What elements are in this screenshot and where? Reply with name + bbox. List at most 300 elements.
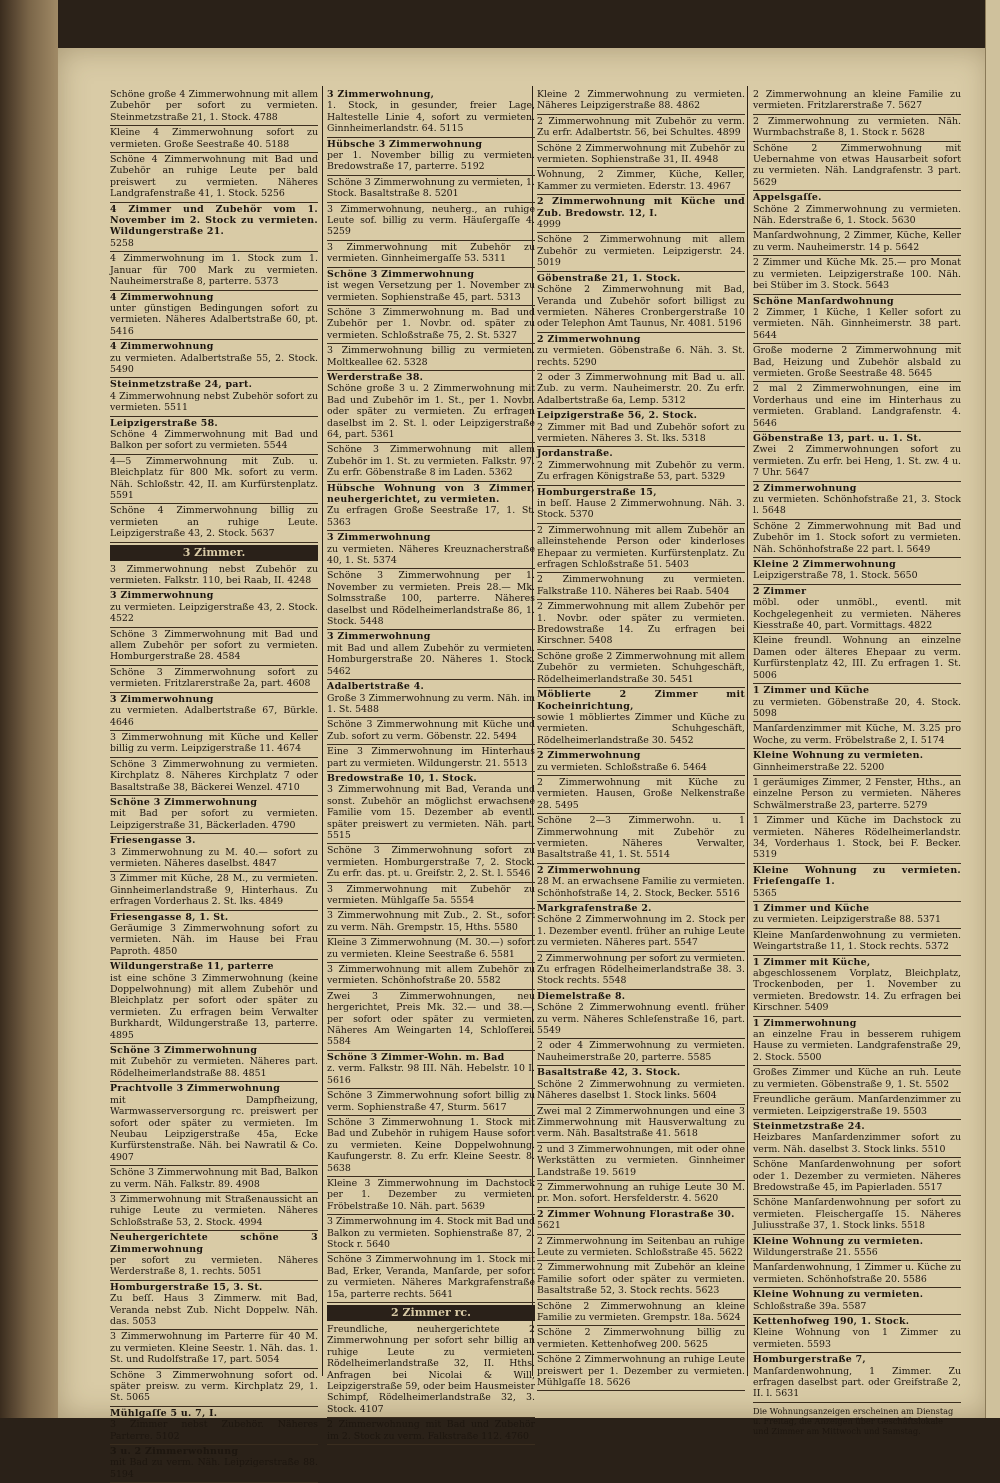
classified-ad [537,864,745,902]
ad-headline: Schöne Manſardwohnung [753,295,894,307]
classified-ad [327,569,535,630]
ad-text: 4999 [537,219,561,231]
classified-ad [753,684,961,722]
ad-headline: Neuhergerichtete schöne 3 Zimmerwohnung [110,1232,318,1255]
ad-text: an einzelne Frau in besserem ruhigem Hause zu vermieten. Landgrafenstraße 29, 2. Stock. 5500 [753,1029,961,1063]
ad-text: Schöne 2 Zimmerwohnung zu vermieten. Näh. Ederstraße 6, 1. Stock. 5630 [753,203,961,227]
classified-ad [110,340,318,378]
classified-ad [753,191,961,229]
ad-headline: Friesengasse 8, 1. St. [110,911,229,923]
ad-text: Zwei mal 2 Zimmerwohnungen und eine 3 Zimmerwohnung mit Hausverwaltung zu verm. Näh. Basaltstraße 41. 5618 [537,1105,745,1140]
classified-ad [537,1353,745,1391]
classified-ad [110,666,318,693]
classified-ad [327,1116,535,1177]
classified-ad [327,1323,535,1418]
classified-ad [110,1193,318,1231]
ad-text: 3 Zimmerwohnung im Parterre für 40 M. zu vermieten. Kleine Seestr. 1. Näh. das. 1. St. und Rudolfstraße 17, part. 5054 [110,1331,318,1366]
classified-ad [110,693,318,731]
classified-ad [537,142,745,169]
classified-ad [110,563,318,590]
ad-text: Schöne 3 Zimmerwohnung mit allem Zubehör im 1. St. zu vermieten. Falkstr. 97. Zu erfr. Göbenstraße 8 im Laden. 5362 [327,444,535,479]
ad-text: Wildungerstraße 21. 5556 [753,1246,878,1258]
classified-ad [753,482,961,520]
ad-text: 2 oder 3 Zimmerwohnung mit Bad u. all. Zub. zu verm. Nauheimerstr. 20. Zu erfr. Adalbertstraße 6a, Lemp. 5312 [537,371,745,406]
ad-text: Schöne Manſardenwohnung per sofort oder 1. Dezember zu vermieten. Näheres Bredowstraße 45, im Papierladen. 5517 [753,1159,961,1193]
classified-ad [753,432,961,482]
classified-ad [110,834,318,872]
classified-ad [537,447,745,485]
classified-ad [537,776,745,814]
ad-text: Schöne Manſardenwohnung per sofort zu vermieten. Fleischergaſſe 15. Näheres Juliusstraße 37, 1. Stock links. 5518 [753,1197,961,1232]
ad-text: sowie 1 möbliertes Zimmer und Küche zu vermieten. Schuhgeschäft, Rödelheimerlandstraße 30. 5452 [537,711,745,746]
ad-headline: Kleine Wohnung zu vermieten. [753,1289,924,1301]
ad-text: 2 und 3 Zimmerwohnungen, mit oder ohne Werkstätten zu vermieten. Ginnheimer Landstraße 19. 5619 [537,1143,745,1178]
ad-text: 1. Stock, in gesunder, freier Lage, Haltestelle Linie 4, sofort zu vermieten. Ginnheimerlandstr. 64. 5115 [327,100,535,135]
ad-text: Kleine 2 Zimmerwohnung zu vermieten. Näheres Leipzigerstraße 88. 4862 [537,89,745,112]
classified-ad [537,371,745,409]
ad-text: 4 Zimmerwohnung nebst Zubehör sofort zu vermieten. 5511 [110,390,318,414]
ad-text: Schöne 3 Zimmerwohnung sofort billig zu verm. Sophienstraße 47, Sturm. 5617 [327,1090,535,1113]
ad-text: Schöne 2 Zimmerwohnung zu vermieten. Näheres daselbst 1. Stock links. 5604 [537,1078,745,1102]
ad-text: Schöne 3 Zimmerwohnung im 1. Stock mit Bad, Erker, Veranda, Manſarde, per sofort zu vermieten. Näheres Markgrafenstraße 15a, parterre rechts. 5641 [327,1254,535,1300]
ad-headline: Schöne 3 Zimmerwohnung [110,796,258,808]
ad-text: 3 Zimmerwohnung mit Zubehör zu vermieten. Ginnheimergaſſe 53. 5311 [327,241,535,265]
ad-headline: 2 Zimmer Wohnung Florastraße 30. [537,1208,735,1220]
classified-ad [753,1196,961,1234]
classified-ad [537,272,745,333]
classified-ad [753,1353,961,1403]
classified-ad [753,1120,961,1158]
classified-ad [327,443,535,481]
ad-text: 5258 [110,237,134,249]
ad-text: Eine 3 Zimmerwohnung im Hinterhaus part zu vermieten. Wildungerstr. 21. 5513 [327,746,535,769]
ad-headline: 4 Zimmer und Zubehör vom 1. November im 2. Stock zu vermieten. Wildungerstraße 21. [110,203,318,238]
ad-text: Schöne 3 Zimmerwohnung mit Bad und allem Zubehör per sofort zu vermieten. Homburgerstraße 28. 4584 [110,628,318,663]
ad-text: Zwei 2 Zimmerwohnungen sofort zu vermieten. Zu erfr. bei Heng, 1. St. zw. 4 u. 7 Uhr. 5647 [753,444,961,479]
classified-ad [753,1066,961,1093]
classified-ad [110,203,318,253]
classified-ad [110,731,318,758]
classified-ad [753,520,961,558]
ad-text: 2 Zimmerwohnung an kleine Familie zu vermieten. Fritzlarerstraße 7. 5627 [753,89,961,112]
ad-text: mit Zubehör zu vermieten. Näheres part. Rödelheimerlandstraße 88. 4851 [110,1056,318,1079]
ad-headline: 3 Zimmerwohnung [110,693,214,705]
ad-text: 1 geräumiges Zimmer, 2 Fenster, Hths., an einzelne Person zu vermieten. Näheres Schwälmerstraße 23, parterre. 5279 [753,776,961,811]
ad-headline: Steinmetzstraße 24. [753,1120,865,1132]
classified-ad [537,814,745,864]
classified-ad [537,1105,745,1143]
ad-text: Kleine freundl. Wohnung an einzelne Damen oder älteres Ehepaar zu verm. Kurfürstenplatz 42, III. Zu erfragen 1. St. 5006 [753,635,961,681]
ad-text: 3 Zimmerwohnung mit Küche und Keller billig zu verm. Leipzigerstraße 11. 4674 [110,731,318,755]
ad-headline: Werderstraße 38. [327,371,424,383]
ad-text: Schöne 2 Zimmerwohnung an ruhige Leute preiswert per 1. Dezember zu vermieten. Mühlgaſſe 18. 5626 [537,1354,745,1389]
classified-ad [110,1044,318,1082]
classified-ad [110,960,318,1044]
classified-ad [753,1093,961,1120]
ad-headline: Markgrafenstraße 2. [537,903,652,914]
ad-headline: Schöne 3 Zimmerwohnung [327,268,475,280]
ad-headline: Kleine Wohnung zu vermieten. Frieſengaſſe 1. [753,864,961,888]
classified-ad [110,1166,318,1193]
ad-text: mit Dampfheizung, Warmwasserversorgung rc. preiswert per sofort oder später zu vermieten. Im Neubau Leipzigerstraße 45a, Ecke Kurfürstenstraße. Näh. bei Nawratil & Co. 4907 [110,1094,318,1163]
ad-headline: Hübsche 3 Zimmerwohnung [327,138,483,150]
ad-text: Schloßstraße 39a. 5587 [753,1300,867,1312]
classified-ad [537,1181,745,1208]
ad-text: 4—5 Zimmerwohnung mit Zub. u. Bleichplatz für 800 Mk. sofort zu verm. Näh. Schloßstr. 42, II. am Kurfürstenplatz. 5591 [110,455,318,501]
classified-ad [327,745,535,772]
classified-ad [327,241,535,268]
classified-ad [753,295,961,345]
ad-headline: Diemelstraße 8. [537,990,626,1002]
ad-text: zu vermieten. Schloßstraße 6. 5464 [537,761,707,773]
classified-ad [537,233,745,271]
classified-ad [753,722,961,749]
ad-text: unter günstigen Bedingungen sofort zu vermieten. Näheres Adalbertstraße 60, pt. 5416 [110,302,318,337]
classified-ad [327,936,535,963]
ad-text: 3 Zimmerwohnung, neuherg., an ruhige Leute sof. billig zu verm. Häuſergaſſe 4. 5259 [327,203,535,238]
classified-ad [327,176,535,203]
ad-headline: 3 u. 2 Zimmerwohnung [110,1446,239,1458]
ad-headline: Schöne 3 Zimmerwohnung [110,1045,258,1057]
ad-text: 2 Zimmerwohnung im Seitenbau an ruhige Leute zu vermieten. Schloßstraße 45. 5622 [537,1235,745,1258]
ad-text: möbl. oder unmöbl., eventl. mit Kochgelegenheit zu vermieten. Näheres Kiesstraße 40, part. Vormittags. 4822 [753,597,961,632]
classified-ad [537,1326,745,1353]
classified-ad [327,1089,535,1116]
ad-text: Schöne 2 Zimmerwohnung mit Bad und Zubehör im 1. Stock sofort zu vermieten. Näh. Schönhofstraße 22 part. l. 5649 [753,520,961,555]
ad-headline: 2 Zimmerwohnung mit Küche und Zub. Bredowstr. 12, I. [537,196,745,219]
ad-text: Leipzigerstraße 78, 1. Stock. 5650 [753,570,918,582]
ad-text: 2 Zimmerwohnung mit Zubehör zu verm. Zu erfragen Königstraße 53, part. 5329 [537,459,745,483]
ad-headline: 1 Zimmer und Küche [753,903,870,914]
ad-text: 2 Zimmerwohnung an ruhige Leute 30 M. pr. Mon. sofort. Hersfelderstr. 4. 5620 [537,1181,745,1205]
ad-text: 3 Zimmer nebst Zubehör. Näheres Parterre. 5102 [110,1419,318,1442]
ad-text: 2 Zimmerwohnung zu vermieten. Falkstraße 110. Näheres bei Raab. 5404 [537,574,745,597]
classified-ad [753,1017,961,1067]
ad-text: per sofort zu vermieten. Näheres Werderstraße 8, 1. rechts. 5051 [110,1254,318,1278]
ad-headline: Kleine Wohnung zu vermieten. [753,750,924,762]
classified-ad [110,1231,318,1281]
ad-text: 2 Zimmer und Küche Mk. 25.— pro Monat zu vermieten. Leipzigerstraße 100. Näh. bei Stüber im 3. Stock. 5643 [753,257,961,292]
ad-headline: Mühlgaſſe 5 u. 7, I. [110,1407,218,1419]
ad-headline: Kleine 2 Zimmerwohnung [753,559,896,571]
classified-ad [110,758,318,796]
classified-ad [753,776,961,814]
ad-text: 2 Zimmerwohnung mit Zubehör an kleine Familie sofort oder später zu vermieten. Basaltstraße 52, 3. Stock rechts. 5623 [537,1262,745,1297]
ad-text: Schöne 4 Zimmerwohnung mit Bad und Balkon per sofort zu vermieten. 5544 [110,428,318,452]
ad-headline: Wildungerstraße 11, parterre [110,961,274,973]
ad-text: Schöne 4 Zimmerwohnung billig zu vermieten an ruhige Leute. Leipzigerstraße 43, 2. Stock. 5637 [110,505,318,540]
classified-ad [753,956,961,1017]
ad-text: Ginnheimerstraße 22. 5200 [753,761,885,773]
classified-ad [110,872,318,910]
classified-ad [537,409,745,447]
ad-headline: Homburgerstraße 15, 3. St. [110,1281,263,1293]
ad-text: Freundliche, neuhergerichtete 2 Zimmerwohnung per sofort sehr billig an ruhige Leute zu vermieten. Rödelheimerlandstraße 32, II. Hths. Anfragen bei Nicolai & Will, Leipzigerstraße 59, oder beim Hausmeister Schimpf, Rödelheimerlandstraße 32, 3. Stock. 4107 [327,1324,535,1415]
classified-ad [110,126,318,153]
ad-text: 3 Zimmerwohnung nebst Zubehör zu vermieten. Falkstr. 110, bei Raab, II. 4248 [110,563,318,587]
classified-ad [753,142,961,192]
ad-text: Schöne 2 Zimmerwohnung an kleine Familie zu vermieten. Grempstr. 18a. 5624 [537,1300,745,1323]
classified-ad [753,256,961,294]
classified-ad [537,524,745,574]
classified-ad [753,929,961,956]
ad-headline: Adalbertstraße 4. [327,681,425,693]
book-spine-gutter [0,0,58,1418]
classified-ad [537,749,745,776]
ad-text: zu vermieten. Schönhofstraße 21, 3. Stock l. 5648 [753,494,961,517]
ad-text: Schöne 3 Zimmerwohnung m. Bad und Zubehör per 1. Novbr. od. später zu vermieten. Schloßstraße 75, 2. St. 5327 [327,306,535,341]
classified-ad [110,504,318,542]
ad-text: Schöne große 4 Zimmerwohnung mit allem Zubehör per sofort zu vermieten. Steinmetzstraße 21, 1. Stock. 4788 [110,89,318,123]
ad-text: 2 Zimmerwohnung mit allem Zubehör per 1. Novbr. oder später zu vermieten. Bredowstraße 14. Zu erfragen bei Kirschner. 5408 [537,601,745,647]
classified-ad [110,1445,318,1483]
ad-headline: 3 Zimmerwohnung [327,532,431,544]
classified-ad [110,1330,318,1368]
classified-ad [537,168,745,195]
classified-ad [537,650,745,688]
classified-ad [327,482,535,532]
classified-ad [537,688,745,749]
ad-text: Heizbares Manſardenzimmer sofort zu verm. Näh. daselbst 3. Stock links. 5510 [753,1132,961,1155]
ad-headline: Prachtvolle 3 Zimmerwohnung [110,1083,281,1095]
ad-text: Zu erfragen Große Seestraße 17, 1. St. 5363 [327,505,535,528]
ad-text: 2 Zimmerwohnung zu vermieten. Näh. Wurmbachstraße 8, 1. Stock r. 5628 [753,115,961,139]
ad-text: 1 Zimmer und Küche im Dachstock zu vermieten. Näheres Rödelheimerlandstr. 34, Vorderhaus 1. Stock, bei F. Becker. 5319 [753,815,961,861]
ad-text: 3 Zimmerwohnung mit Zubehör zu vermieten. Mühlgaſſe 5a. 5554 [327,883,535,906]
classified-ad [327,1177,535,1215]
ad-text: Schöne 2 Zimmerwohnung mit Zubehör zu vermieten. Sophienstraße 31, II. 4948 [537,142,745,166]
footer-notice: Die Wohnungsanzeigen erscheinen am Dienstag u. Freitag, die Anzeigen über Geschäftslokale und Zimmer am Mittwoch und Samstag. [753,1405,954,1436]
ad-text: 3 Zimmer mit Küche, 28 M., zu vermieten. Ginnheimerlandstraße 9, Hinterhaus. Zu erfragen Vorderhaus 2. St. lks. 4849 [110,873,318,908]
classified-ad [753,558,961,585]
ad-text: Schöne 2 Zimmerwohnung mit Bad, Veranda und Zubehör sofort billigst zu vermieten. Näheres Cronbergerstraße 10 oder Telephon Amt Taunus, Nr. 4081. 5196 [537,284,745,330]
classified-ad [110,378,318,416]
ad-text: Manſardenwohnung, 1 Zimmer u. Küche zu vermieten. Schönhofstraße 20. 5586 [753,1262,961,1285]
classified-ad [327,306,535,344]
classified-ad [537,115,745,142]
ad-text: Großes Zimmer und Küche an ruh. Leute zu vermieten. Göbenstraße 9, 1. St. 5502 [753,1067,961,1090]
ad-text: zu vermieten. Näheres Kreuznacherstraße 40, 1. St. 5374 [327,543,535,567]
ad-headline: Hübsche Wohnung von 3 Zimmer, neuhergerichtet, zu vermieten. [327,482,535,505]
classified-ad [537,333,745,371]
classified-ad [110,417,318,455]
ad-headline: Leipzigerstraße 56, 2. Stock. [537,410,698,422]
classified-ad [327,268,535,306]
ad-text: Kleine 4 Zimmerwohnung sofort zu vermieten. Große Seestraße 40. 5188 [110,127,318,150]
ad-text: Schöne 3 Zimmerwohnung 1. Stock mit Bad und Zubehör in ruhigem Hause sofort zu vermieten. Keine Doppelwohnung. Kaufungerstr. 8. Zu erfr. Kleine Seestr. 8. 5638 [327,1116,535,1174]
classified-ad [537,573,745,600]
ad-text: 3 Zimmerwohnung mit Straßenaussicht an ruhige Leute zu vermieten. Näheres Schloßstraße 53, 2. Stock. 4994 [110,1193,318,1228]
classified-ad [327,718,535,745]
ad-text: Schöne große 3 u. 2 Zimmerwohnung mit Bad und Zubehör im 1. St., per 1. Novbr. oder später zu vermieten. Zu erfragen daselbst im 2. St. l. oder Leipzigerstraße 64, part. 5361 [327,383,535,440]
classified-ad [327,630,535,680]
ad-text: Manſardenzimmer mit Küche, M. 3.25 pro Woche, zu verm. Fröbelstraße 2, I. 5174 [753,723,961,746]
ad-text: zu vermieten. Adalbertstraße 67, Bürkle. 4646 [110,705,318,728]
classified-ad [537,600,745,650]
ad-text: Zu beſſ. Haus 3 Zimmerw. mit Bad, Veranda nebst Zub. Nicht Doppelw. Näh. das. 5053 [110,1293,318,1327]
ad-text: Schöne 3 Zimmerwohnung mit Küche und Zub. sofort zu verm. Göbenstr. 22. 5494 [327,719,535,742]
classified-ad [753,749,961,776]
ad-headline: Homburgerstraße 15, [537,486,657,498]
ad-text: Kleine 3 Zimmerwohnung (M. 30.—) sofort zu vermieten. Kleine Seestraße 6. 5581 [327,937,535,960]
ad-text: zu vermieten. Leipzigerstraße 88. 5371 [753,914,941,926]
ad-text: Manſardenwohnung, 1 Zimmer. Zu erfragen daselbst part. oder Greifstraße 2, II. l. 5631 [753,1365,961,1400]
ad-text: mit Bad zu verm. Näh. Leipzigerstraße 88. 5194 [110,1457,318,1480]
ad-headline: 1 Zimmer mit Küche, [753,956,871,968]
ad-headline: Göbenstraße 13, part. u. 1. St. [753,432,922,444]
ad-text: Schöne 4 Zimmerwohnung mit Bad und Zubehör an ruhige Leute per bald preiswert zu vermieten. Näheres Landgrafenstraße 41, 1. Stock. 5256 [110,154,318,200]
classified-ad [753,1288,961,1315]
column-rule [747,86,748,1376]
section-banner: 2 Zimmer rc. [327,1305,535,1321]
ad-headline: Basaltstraße 42, 3. Stock. [537,1067,681,1079]
ad-text: 2 Zimmer, 1 Küche, 1 Keller sofort zu vermieten. Näh. Ginnheimerstr. 38 part. 5644 [753,306,961,341]
ad-text: Wohnung, 2 Zimmer, Küche, Keller, Kammer zu vermieten. Ederstr. 13. 4967 [537,169,745,192]
classified-ad [110,252,318,290]
classified-ad [110,796,318,834]
classified-ad [110,291,318,341]
classified-ad [327,883,535,910]
ad-headline: 2 Zimmerwohnung [753,482,857,494]
classified-ad [537,1208,745,1235]
classified-ad [110,1281,318,1331]
classified-ad [327,963,535,990]
ad-headline: Kettenhofweg 190, 1. Stock. [753,1316,910,1327]
ad-text: 3 Zimmerwohnung zu M. 40.— sofort zu vermieten. Näheres daselbst. 4847 [110,846,318,869]
ad-text: Schöne 2 Zimmerwohnung billig zu vermieten. Kettenhofweg 200. 5625 [537,1327,745,1350]
classified-ad [327,1051,535,1089]
ad-headline: 2 Zimmerwohnung [537,750,641,762]
ad-text: Schöne 3 Zimmerwohnung mit Bad, Balkon zu verm. Näh. Falkstr. 89. 4908 [110,1167,318,1190]
ad-text: Große 3 Zimmerwohnung zu verm. Näh. im 1. St. 5488 [327,692,535,715]
ad-column-4 [753,88,961,1436]
ad-text: ist eine schöne 3 Zimmerwohnung (keine Doppelwohnung) mit allem Zubehör und Bleichplatz per sofort oder später zu vermieten. Zu erfragen beim Verwalter Burkhardt, Wildungerstraße 13, parterre. 4895 [110,972,318,1041]
classified-ad [327,844,535,882]
ad-text: 2 Zimmerwohnung mit Küche zu vermieten. Hausen, Große Nelkenstraße 28. 5495 [537,776,745,811]
classified-ad [537,952,745,990]
classified-ad [327,1215,535,1253]
ad-text: 2 oder 4 Zimmerwohnung zu vermieten. Nauheimerstraße 20, parterre. 5585 [537,1040,745,1063]
ad-headline: Möblierte 2 Zimmer mit Kocheinrichtung, [537,689,745,712]
classified-ad [327,990,535,1051]
ad-text: Schöne 3 Zimmerwohnung sofort zu vermieten. Homburgerstraße 7, 2. Stock. Zu erfr. das. pt. u. Greifstr. 2, 2. St. l. 5546 [327,845,535,880]
ad-text: zu vermieten. Leipzigerstraße 43, 2. Stock. 4522 [110,601,318,625]
classified-ad [327,88,535,138]
ad-text: 2 Zimmer mit Bad und Zubehör sofort zu vermieten. Näheres 3. St. lks. 5318 [537,421,745,444]
classified-ad [753,864,961,902]
ad-headline: Leipzigerstraße 58. [110,417,219,429]
classified-ad [537,88,745,115]
ad-text: Kleine Manſardenwohnung zu vermieten. Weingartstraße 11, 1. Stock rechts. 5372 [753,929,961,953]
classified-ad [110,589,318,627]
classified-ad [753,88,961,115]
ad-headline: Jordanstraße. [537,448,613,460]
classified-ad [753,634,961,684]
ad-headline: 2 Zimmerwohnung [537,333,641,345]
ad-text: 2 Zimmerwohnung per sofort zu vermieten. Zu erfragen Rödelheimerlandstraße 38. 3. Stock rechts. 5548 [537,952,745,987]
ad-text: 2 Zimmerwohnung mit Bad und Zubehör im 2. Stock zu verm. Falkstraße 112. 4760 [327,1419,535,1442]
ad-text: z. verm. Falkstr. 98 III. Näh. Hebelstr. 10 I. 5616 [327,1063,535,1086]
classified-ad [327,1253,535,1303]
ad-text: 3 Zimmerwohnung mit allem Zubehör zu vermieten. Schönhofstraße 20. 5582 [327,964,535,987]
classified-ad [753,115,961,142]
ad-headline: Bredowstraße 10, 1. Stock. [327,772,477,784]
ad-text: 5365 [753,887,777,899]
ad-column-2 [327,88,535,1445]
classified-ad [753,814,961,864]
classified-ad [537,486,745,524]
classified-ad [110,153,318,203]
classified-ad [537,1235,745,1262]
ad-headline: 3 Zimmerwohnung [110,590,214,602]
classified-ad [537,990,745,1040]
ad-text: Schöne 2 Zimmerwohnung mit Uebernahme von etwas Hausarbeit sofort zu vermieten. Näh. Landgrafenstr. 3 part. 5629 [753,142,961,188]
ad-text: Schöne 2 Zimmerwohnung eventl. früher zu verm. Näheres Schleſenstraße 16, part. 5549 [537,1002,745,1037]
classified-ad [537,1261,745,1299]
classified-ad [110,628,318,666]
classified-ad [537,195,745,233]
ad-text: Geräumige 3 Zimmerwohnung sofort zu vermieten. Näh. im Hause bei Frau Paproth. 4850 [110,923,318,957]
classified-ad [537,1300,745,1327]
ad-text: 3 Zimmerwohnung mit Bad, Veranda und sonst. Zubehör an möglichst erwachsene Familie vom 15. Dezember ab eventl. später preiswert zu vermieten. Näh. part. 5515 [327,784,535,841]
classified-ad [753,585,961,635]
classified-ad [753,382,961,432]
ad-text: mit Bad und allem Zubehör zu vermieten. Homburgerstraße 20. Näheres 1. Stock. 5462 [327,642,535,677]
ad-text: zu vermieten. Göbenstraße 6. Näh. 3. St. rechts. 5290 [537,345,745,368]
classified-ad [327,531,535,569]
classified-ad [327,909,535,936]
ad-text: Schöne 3 Zimmerwohnung sofort zu vermieten. Fritzlarerstraße 2a, part. 4608 [110,666,318,690]
ad-text: 5621 [537,1220,561,1232]
adjacent-page-edge [985,0,1000,1418]
ad-headline: 3 Zimmerwohnung, [327,89,435,100]
classified-ad [753,1261,961,1288]
classified-ad [753,1315,961,1353]
ad-text: mit Bad per sofort zu vermieten. Leipzigerstraße 31, Bäckerladen. 4790 [110,808,318,831]
classified-ad [753,1235,961,1262]
classified-ad [753,902,961,929]
ad-text: 3 Zimmerwohnung im 4. Stock mit Bad und Balkon zu vermieten. Sophienstraße 87, 2. Stock r. 5640 [327,1216,535,1250]
ad-text: 2 mal 2 Zimmerwohnungen, eine im Vorderhaus und eine im Hinterhaus zu vermieten. Grabland. Landgrafenstr. 4. 5646 [753,383,961,429]
ad-headline: Appelsgaſſe. [753,192,822,204]
ad-text: abgeschlossenem Vorplatz, Bleichplatz, Trockenboden, per 1. November zu vermieten. Bredowstr. 14. Zu erfragen bei Kirschner. 5409 [753,968,961,1014]
ad-text: Zwei 3 Zimmerwohnungen, neu hergerichtet, Preis Mk. 32.— und 38.—, per sofort oder später zu vermieten. Näheres Am Weingarten 14, Schloſſerei. 5584 [327,990,535,1048]
classified-ad [327,772,535,844]
classified-ad [537,1039,745,1066]
ad-text: Kleine Wohnung von 1 Zimmer zu vermieten. 5593 [753,1327,961,1350]
classified-ad [537,1066,745,1104]
classified-ad [327,371,535,443]
ad-text: zu vermieten. Adalbertstraße 55, 2. Stock. 5490 [110,352,318,375]
ad-text: Schöne 2 Zimmerwohnung im 2. Stock per 1. Dezember eventl. früher an ruhige Leute zu vermieten. Näheres part. 5547 [537,914,745,949]
ad-headline: 2 Zimmerwohnung [537,864,641,876]
ad-column-1 [110,88,318,1483]
ad-headline: 2 Zimmer [753,585,807,597]
column-rule [322,86,323,1376]
ad-text: ist wegen Versetzung per 1. November zu vermieten. Sophienstraße 45, part. 5313 [327,280,535,303]
ad-text: Große moderne 2 Zimmerwohnung mit Bad, Heizung und Zubehör alsbald zu vermieten. Große Seestraße 48. 5645 [753,345,961,379]
classified-ad [753,1158,961,1196]
ad-headline: Göbenstraße 21, 1. Stock. [537,272,681,284]
classified-ad [327,680,535,718]
section-banner: 3 Zimmer. [110,545,318,561]
ad-text: 2 Zimmerwohnung mit allem Zubehör an alleinstehende Person oder kinderloses Ehepaar zu vermieten. Kurfürstenplatz. Zu erfragen Schloßstraße 51. 5403 [537,524,745,571]
ad-headline: Kleine Wohnung zu vermieten. [753,1235,924,1247]
ad-headline: Friesengasse 3. [110,835,196,847]
ad-text: Schöne 3 Zimmerwohnung per 1. November zu vermieten. Preis 28.— Mk. Solmsstraße 100, parterre. Näheres daselbst und Rödelheimerlandstraße 86, 1. Stock. 5448 [327,570,535,628]
ad-headline: 1 Zimmerwohnung [753,1017,857,1029]
ad-text: Schöne 3 Zimmerwohnung sofort od. später preisw. zu verm. Kirchplatz 29, 1. St. 5065 [110,1369,318,1404]
